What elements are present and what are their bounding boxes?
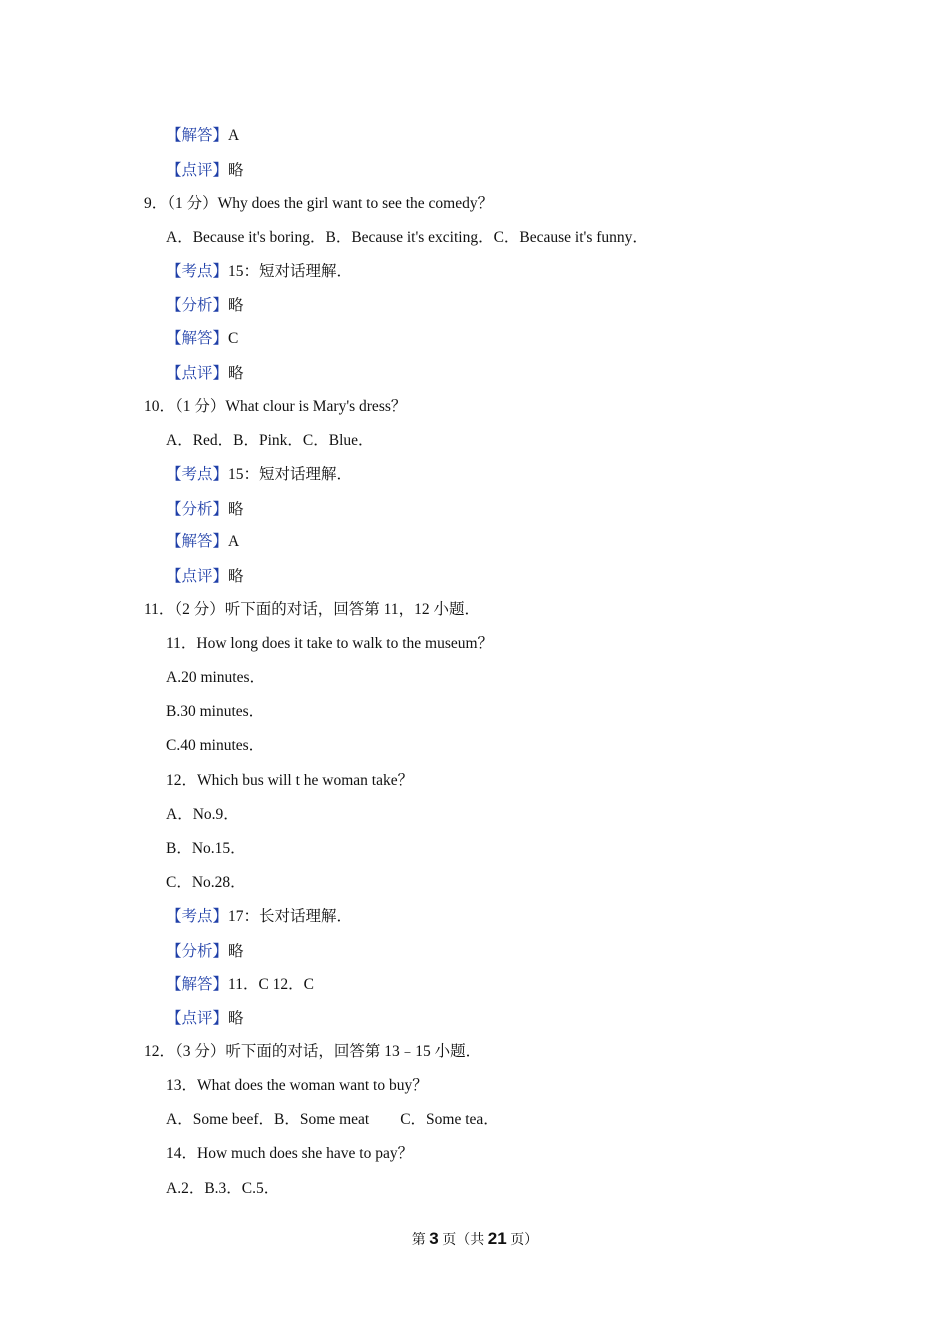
line-text: C．No.28． [166,874,246,891]
line-text: B.30 minutes． [166,703,265,720]
line-text: 15：短对话理解． [228,466,353,483]
section-label: 【点评】 [166,162,229,179]
question-line [166,431,374,451]
section-label: 【解答】 [166,976,229,993]
annotation-line [166,296,244,316]
line-text: 略 [228,501,244,518]
question-line [166,771,413,791]
line-text: 10．（1 分）What clour is Mary's dress？ [144,398,407,415]
question-line [166,839,246,859]
line-text: A [228,533,240,550]
line-text: C [228,330,239,347]
line-text: A.20 minutes． [166,669,266,686]
annotation-line [166,942,244,962]
section-label: 【解答】 [166,533,229,550]
line-text: 9．（1 分）Why does the girl want to see the comedy？ [144,195,494,212]
annotation-line [166,500,244,520]
question-line [144,397,406,417]
total-pages: 21 [487,1229,507,1248]
footer-middle: 页（共 [438,1233,488,1248]
line-text: 11．（2 分）听下面的对话，回答第 11，12 小题． [144,601,480,618]
annotation-line [166,975,314,995]
page-number: 3 [429,1229,439,1248]
question-line [166,702,264,722]
question-line [166,228,648,248]
question-line [166,634,493,654]
line-text: A.2．B.3．C.5． [166,1180,280,1197]
annotation-line [166,567,244,587]
annotation-line [166,262,352,282]
section-label: 【考点】 [166,466,229,483]
line-text: 略 [228,162,244,179]
line-text: 11．C 12．C [228,976,314,993]
question-line [166,1179,279,1199]
question-line [166,668,265,688]
line-text: 略 [228,943,244,960]
line-text: 略 [228,568,244,585]
line-text: 14．How much does she have to pay？ [166,1145,414,1162]
line-text: 17：长对话理解． [228,908,353,925]
question-line [166,873,246,893]
section-label: 【解答】 [166,330,229,347]
question-line [144,1042,481,1062]
question-line [144,600,480,620]
question-line [144,194,493,214]
question-line [166,1144,413,1164]
line-text: 12．（3 分）听下面的对话，回答第 13﹣15 小题． [144,1043,482,1060]
section-label: 【分析】 [166,943,229,960]
annotation-line [166,329,238,349]
line-text: 15：短对话理解． [228,263,353,280]
section-label: 【考点】 [166,263,229,280]
annotation-line [166,465,352,485]
annotation-line [166,907,352,927]
section-label: 【点评】 [166,568,229,585]
section-label: 【解答】 [166,127,229,144]
line-text: B．No.15． [166,840,246,857]
line-text: 12．Which bus will t he woman take？ [166,772,414,789]
line-text: 略 [228,297,244,314]
line-text: C.40 minutes． [166,737,265,754]
annotation-line [166,1009,244,1029]
annotation-line [166,532,239,552]
line-text: 略 [228,1010,244,1027]
annotation-line [166,161,244,181]
footer-suffix: 页） [506,1233,539,1248]
line-text: A [228,127,240,144]
section-label: 【分析】 [166,501,229,518]
line-text: A．Because it's boring．B．Because it's exciting．C．Because it's funny． [166,229,648,246]
line-text: A．Some beef．B．Some meat C．Some tea． [166,1111,499,1128]
line-text: 13．What does the woman want to buy？ [166,1077,428,1094]
section-label: 【考点】 [166,908,229,925]
section-label: 【分析】 [166,297,229,314]
line-text: A．Red．B．Pink．C．Blue． [166,432,374,449]
line-text: 略 [228,365,244,382]
question-line [166,736,264,756]
footer-prefix: 第 [411,1233,430,1248]
line-text: 11．How long does it take to walk to the museum？ [166,635,494,652]
annotation-line [166,364,244,384]
page-footer [0,1229,950,1251]
question-line [166,1076,428,1096]
section-label: 【点评】 [166,365,229,382]
section-label: 【点评】 [166,1010,229,1027]
line-text: A．No.9． [166,806,239,823]
question-line [166,1110,499,1130]
annotation-line [166,126,239,146]
question-line [166,805,239,825]
